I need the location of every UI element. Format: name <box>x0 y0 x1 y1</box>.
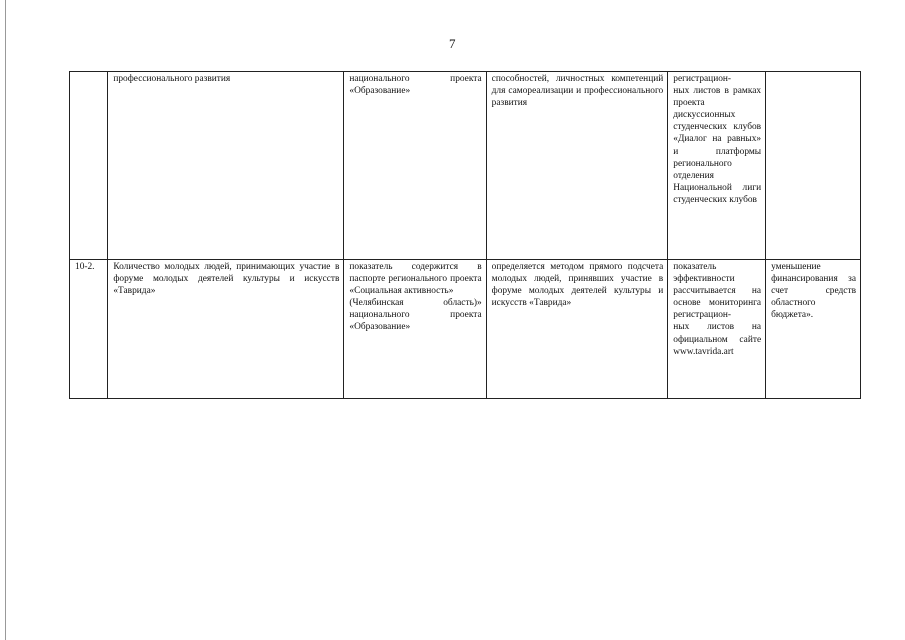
indicator-source-cell: национального проекта «Образование» <box>344 72 486 260</box>
change-reason-cell: уменьшение финансирования за счет средств областного бюджета». <box>766 260 861 399</box>
page-left-edge <box>5 0 6 640</box>
indicator-name-cell: профессионального развития <box>108 72 344 260</box>
change-reason-cell <box>766 72 861 260</box>
calculation-basis-cell: показатель эффективности рассчитывается на основе мониторинга регистрацион- ных листов на официальном сайте www.tavrida.art <box>668 260 766 399</box>
indicator-name-cell: Количество молодых людей, принимающих участие в форуме молодых деятелей культуры и искусств «Таврида» <box>108 260 344 399</box>
indicator-source-cell: показатель содержится в паспорте регионального проекта «Социальная активность» (Челябинская область)» национального проекта «Образование» <box>344 260 486 399</box>
row-number-cell <box>70 72 108 260</box>
calculation-basis-cell: регистрацион- ных листов в рамках проекта дискуссионных студенческих клубов «Диалог на равных» и платформы регионального отделения Национальной лиги студенческих клубов <box>668 72 766 260</box>
calculation-method-cell: определяется методом прямого подсчета молодых людей, принявших участие в форуме молодых деятелей культуры и искусств «Таврида» <box>486 260 668 399</box>
table-row <box>70 260 861 399</box>
row-number-cell: 10-2. <box>70 260 108 399</box>
page-number: 7 <box>449 36 456 51</box>
indicators-table <box>69 71 861 399</box>
table-row <box>70 72 861 260</box>
calculation-method-cell: способностей, личностных компетенций для самореализации и профессионального развития <box>486 72 668 260</box>
